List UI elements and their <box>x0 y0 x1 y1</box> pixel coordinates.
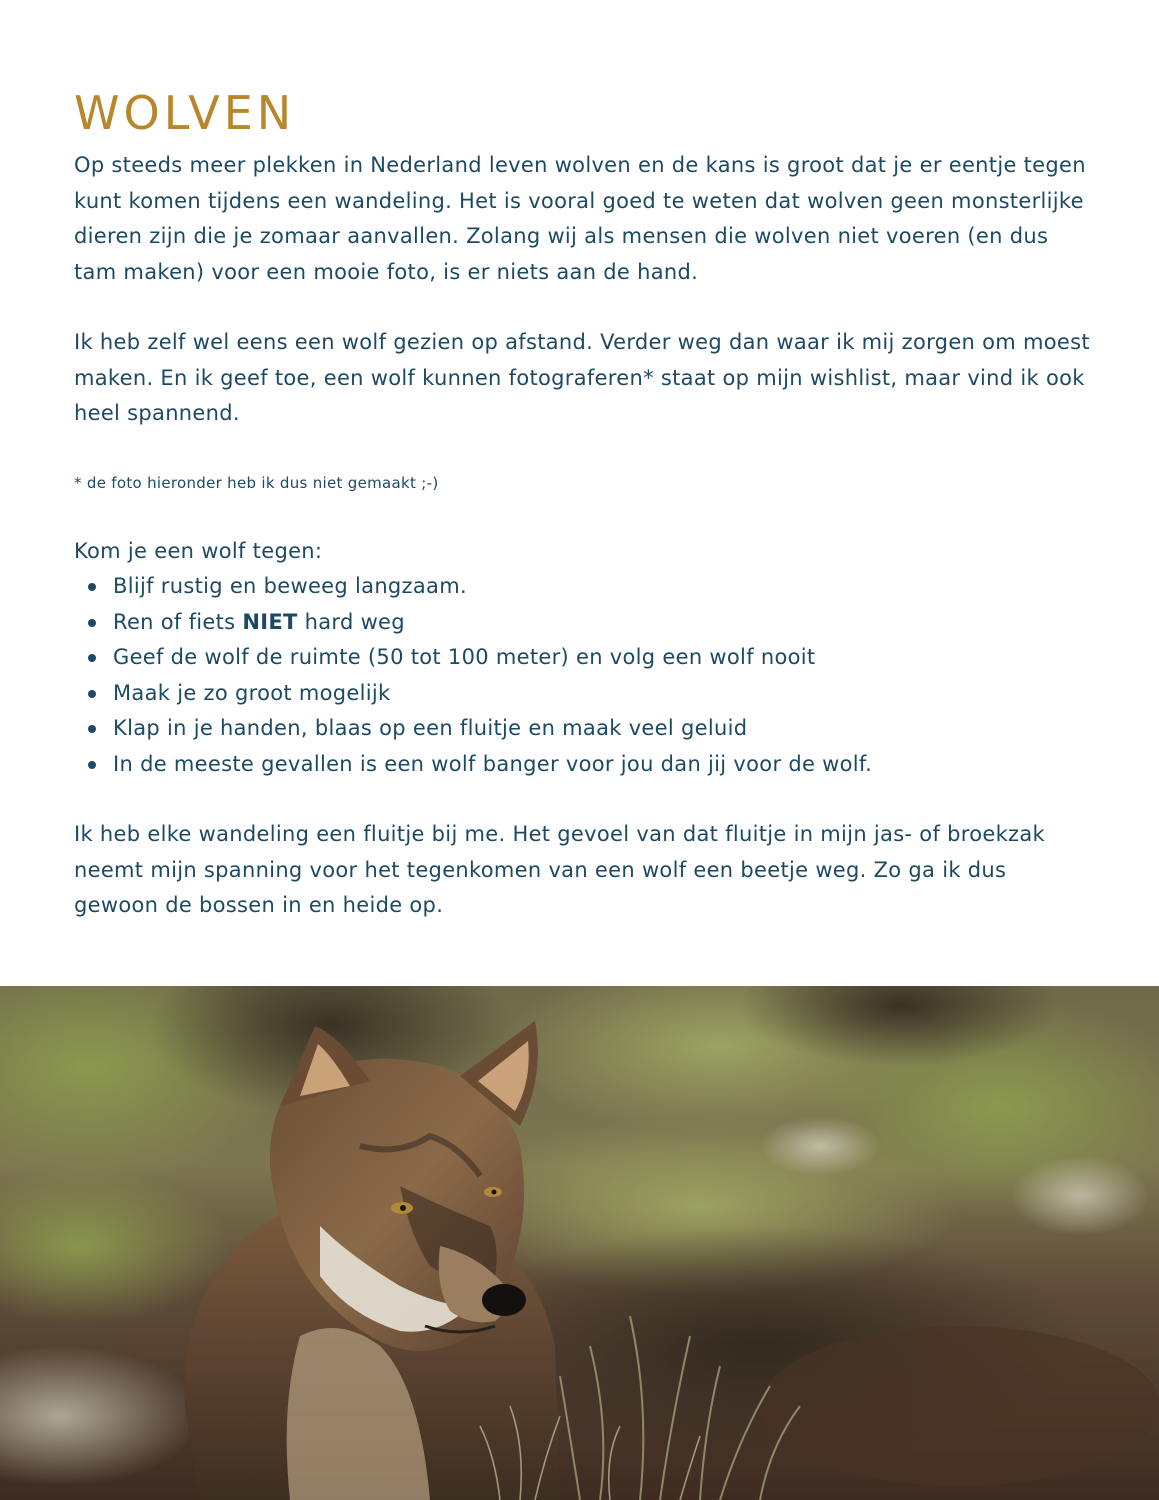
page-title: WOLVEN <box>74 86 296 140</box>
tips-list <box>74 569 1094 782</box>
tip-text: Maak je zo groot mogelijk <box>113 680 391 705</box>
tips-intro: Kom je een wolf tegen: <box>74 538 323 563</box>
list-item <box>74 747 1094 783</box>
tip-text: Klap in je handen, blaas op een fluitje en maak veel geluid <box>113 716 748 740</box>
bullet-dot <box>88 583 96 591</box>
intro-paragraph: Op steeds meer plekken in Nederland leven wolven en de kans is groot dat je er eentje tegen kunt komen tijdens een wandeling. Het is vooral goed te weten dat wolven geen monsterlijke dieren zijn die je zomaar aanvallen. Zolang wij als mensen die wolven niet voeren (en dus tam maken) voor een mooie foto, is er niets aan de hand. <box>74 153 1086 284</box>
bullet-dot <box>88 654 96 662</box>
tip-text: In de meeste gevallen is een wolf banger voor jou dan jij voor de wolf. <box>113 751 873 776</box>
tip-text-after: hard weg <box>297 609 405 634</box>
bullet-dot <box>88 761 96 769</box>
tip-text-before: Ren of fiets <box>113 609 243 634</box>
list-item <box>74 676 1094 712</box>
photo-footnote: * de foto hieronder heb ik dus niet gemaakt ;-) <box>74 473 439 492</box>
list-item <box>74 711 1094 747</box>
list-item <box>74 640 1094 676</box>
list-item <box>74 569 1094 605</box>
wolf-photo <box>0 986 1159 1500</box>
whistle-paragraph: Ik heb elke wandeling een fluitje bij me. Het gevoel van dat fluitje in mijn jas- of broekzak neemt mijn spanning voor het tegenkomen van een wolf een beetje weg. Zo ga ik dus gewoon de bossen in en heide op. <box>74 822 1046 917</box>
tip-text: Geef de wolf de ruimte (50 tot 100 meter) en volg een wolf nooit <box>113 645 816 669</box>
bullet-dot <box>88 619 96 627</box>
list-item <box>74 605 1094 641</box>
tip-text: Blijf rustig en beweeg langzaam. <box>113 574 467 598</box>
wolf-photo-illustration <box>0 986 1159 1500</box>
tip-text-emphasis: NIET <box>242 609 298 634</box>
experience-paragraph: Ik heb zelf wel eens een wolf gezien op afstand. Verder weg dan waar ik mij zorgen om moest maken. En ik geef toe, een wolf kunnen fotograferen* staat op mijn wishlist, maar vind ik ook heel spannend. <box>74 330 1090 425</box>
bullet-dot <box>88 690 96 698</box>
bullet-dot <box>88 725 96 733</box>
article <box>74 84 1094 924</box>
